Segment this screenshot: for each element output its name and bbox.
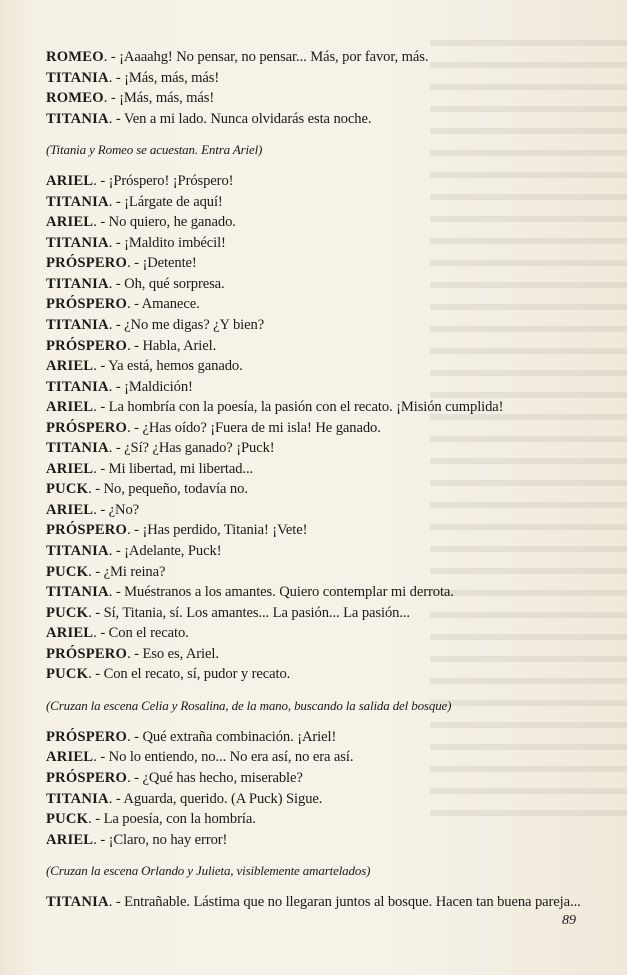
dialogue-line: [46, 274, 594, 295]
speaker-name: TITANIA: [46, 378, 109, 395]
dialogue-text: ¡Más, más, más!: [124, 69, 220, 86]
speaker-separator: . -: [127, 337, 143, 354]
speaker-name: TITANIA: [46, 894, 109, 911]
speaker-name: TITANIA: [46, 275, 109, 292]
dialogue-text: Muéstranos a los amantes. Quiero contemplar mi derrota.: [124, 584, 454, 601]
dialogue-text: Con el recato, sí, pudor y recato.: [103, 666, 291, 683]
dialogue-line: [46, 47, 594, 68]
dialogue-text: Amanece.: [141, 296, 200, 313]
dialogue-line: [46, 644, 594, 665]
dialogue-line: [46, 438, 594, 459]
dialogue-line: [46, 768, 594, 789]
dialogue-line: [46, 603, 594, 624]
speaker-separator: . -: [127, 522, 143, 539]
speaker-name: ARIEL: [46, 460, 94, 477]
speaker-separator: . -: [108, 543, 125, 560]
speaker-separator: . -: [93, 358, 109, 375]
dialogue-line: [46, 520, 594, 541]
speaker-separator: . -: [108, 110, 124, 127]
speaker-separator: . -: [93, 625, 109, 642]
speaker-name: PUCK: [46, 563, 89, 580]
speaker-separator: . -: [108, 317, 125, 334]
speaker-separator: . -: [103, 90, 120, 107]
dialogue-text: No lo entiendo, no... No era así, no era así.: [108, 749, 354, 766]
speaker-name: TITANIA: [46, 193, 109, 210]
dialogue-line: [46, 212, 594, 233]
dialogue-line: [46, 459, 594, 480]
dialogue-line: [46, 109, 594, 130]
speaker-name: TITANIA: [46, 584, 109, 601]
speaker-separator: . -: [93, 501, 109, 518]
speaker-name: ARIEL: [46, 399, 94, 416]
dialogue-text: Habla, Ariel.: [142, 337, 217, 354]
dialogue-text: Qué extraña combinación. ¡Ariel!: [142, 728, 337, 745]
speaker-separator: . -: [88, 811, 104, 828]
dialogue-line: [46, 747, 594, 768]
dialogue-line: [46, 892, 594, 913]
speaker-name: TITANIA: [46, 317, 109, 334]
speaker-separator: . -: [93, 749, 109, 766]
speaker-name: PRÓSPERO: [46, 296, 128, 313]
dialogue-text: ¿Sí? ¿Has ganado? ¡Puck!: [124, 440, 275, 457]
speaker-name: ARIEL: [46, 625, 94, 642]
speaker-separator: . -: [93, 214, 109, 231]
speaker-separator: . -: [88, 604, 104, 621]
dialogue-text: Ya está, hemos ganado.: [108, 358, 243, 375]
speaker-name: TITANIA: [46, 69, 109, 86]
dialogue-text: Eso es, Ariel.: [142, 645, 219, 662]
dialogue-text: ¿No me digas? ¿Y bien?: [124, 317, 265, 334]
speaker-name: PRÓSPERO: [46, 769, 128, 786]
speaker-separator: . -: [127, 255, 143, 272]
stage-direction: (Cruzan la escena Celia y Rosalina, de la mano, buscando la salida del bosque): [46, 697, 452, 713]
dialogue-line: [46, 479, 594, 500]
speaker-separator: . -: [108, 440, 125, 457]
speaker-separator: . -: [93, 173, 109, 190]
dialogue-text: ¿Qué has hecho, miserable?: [142, 769, 303, 786]
dialogue-text: ¿Has oído? ¡Fuera de mi isla! He ganado.: [142, 419, 381, 436]
speaker-name: PUCK: [46, 604, 89, 621]
speaker-name: PUCK: [46, 666, 89, 683]
stage-direction: (Titania y Romeo se acuestan. Entra Ariel): [46, 142, 263, 158]
speaker-separator: . -: [93, 831, 109, 848]
dialogue-line: [46, 664, 594, 685]
dialogue-line: [46, 377, 594, 398]
dialogue-line: [46, 192, 594, 213]
speaker-name: ARIEL: [46, 214, 94, 231]
speaker-name: TITANIA: [46, 790, 109, 807]
speaker-separator: . -: [127, 728, 143, 745]
dialogue-text: Entrañable. Lástima que no llegaran juntos al bosque. Hacen tan buena pareja...: [124, 894, 581, 911]
dialogue-text: No quiero, he ganado.: [108, 214, 236, 231]
dialogue-line: [46, 294, 594, 315]
speaker-name: TITANIA: [46, 234, 109, 251]
speaker-separator: . -: [108, 193, 125, 210]
dialogue-text: La poesía, con la hombría.: [103, 811, 256, 828]
dialogue-line: [46, 233, 594, 254]
dialogue-text: ¡Maldición!: [124, 378, 193, 395]
dialogue-text: ¡Lárgate de aquí!: [124, 193, 223, 210]
dialogue-text: ¡Próspero! ¡Próspero!: [108, 173, 234, 190]
speaker-separator: . -: [93, 399, 109, 416]
dialogue-line: [46, 541, 594, 562]
dialogue-line: [46, 500, 594, 521]
speaker-separator: . -: [108, 378, 125, 395]
speaker-separator: . -: [127, 769, 143, 786]
dialogue-text: Aguarda, querido. (A Puck) Sigue.: [123, 790, 323, 807]
dialogue-line: [46, 830, 594, 851]
speaker-name: PRÓSPERO: [46, 255, 128, 272]
dialogue-line: [46, 623, 594, 644]
speaker-separator: . -: [108, 584, 125, 601]
speaker-separator: . -: [108, 790, 124, 807]
dialogue-line: [46, 809, 594, 830]
speaker-separator: . -: [88, 563, 104, 580]
stage-direction: (Cruzan la escena Orlando y Julieta, visiblemente amartelados): [46, 863, 371, 879]
speaker-separator: . -: [108, 275, 125, 292]
speaker-name: PUCK: [46, 811, 89, 828]
speaker-name: TITANIA: [46, 440, 109, 457]
dialogue-line: [46, 356, 594, 377]
speaker-name: PRÓSPERO: [46, 645, 128, 662]
dialogue-text: ¡Adelante, Puck!: [124, 543, 222, 560]
dialogue-text: ¿Mi reina?: [103, 563, 166, 580]
speaker-separator: . -: [108, 69, 125, 86]
speaker-name: TITANIA: [46, 543, 109, 560]
dialogue-text: Ven a mi lado. Nunca olvidarás esta noche.: [123, 110, 372, 127]
dialogue-line: [46, 253, 594, 274]
speaker-name: PRÓSPERO: [46, 728, 128, 745]
dialogue-text: ¡Has perdido, Titania! ¡Vete!: [142, 522, 308, 539]
speaker-separator: . -: [127, 645, 143, 662]
speaker-name: PRÓSPERO: [46, 419, 128, 436]
dialogue-text: Oh, qué sorpresa.: [124, 275, 225, 292]
speaker-name: ARIEL: [46, 358, 94, 375]
dialogue-line: [46, 336, 594, 357]
speaker-name: TITANIA: [46, 110, 109, 127]
dialogue-text: La hombría con la poesía, la pasión con el recato. ¡Misión cumplida!: [108, 399, 504, 416]
dialogue-line: [46, 582, 594, 603]
speaker-name: ROMEO: [46, 49, 104, 65]
dialogue-text: ¿No?: [108, 501, 140, 518]
dialogue-line: [46, 315, 594, 336]
dialogue-text: ¡Maldito imbécil!: [124, 234, 226, 251]
dialogue-text: Sí, Titania, sí. Los amantes... La pasión... La pasión...: [103, 604, 410, 621]
speaker-separator: . -: [108, 894, 125, 911]
speaker-separator: . -: [127, 419, 143, 436]
speaker-name: PUCK: [46, 481, 89, 498]
speaker-name: ARIEL: [46, 173, 94, 190]
speaker-separator: . -: [103, 49, 120, 65]
dialogue-text: Mi libertad, mi libertad...: [108, 460, 254, 477]
speaker-name: ARIEL: [46, 831, 94, 848]
page-number: 89: [562, 913, 576, 928]
speaker-name: ARIEL: [46, 749, 94, 766]
speaker-name: PRÓSPERO: [46, 522, 128, 539]
dialogue-line: [46, 88, 594, 109]
dialogue-line: [46, 418, 594, 439]
speaker-separator: . -: [127, 296, 142, 313]
play-text: [46, 47, 594, 913]
dialogue-line: [46, 727, 594, 748]
dialogue-text: ¡Aaaahg! No pensar, no pensar... Más, por favor, más.: [119, 49, 429, 65]
speaker-name: ROMEO: [46, 90, 104, 107]
dialogue-line: [46, 68, 594, 89]
dialogue-line: [46, 171, 594, 192]
dialogue-text: Con el recato.: [108, 625, 189, 642]
speaker-separator: . -: [88, 481, 104, 498]
speaker-name: PRÓSPERO: [46, 337, 128, 354]
dialogue-line: [46, 562, 594, 583]
dialogue-line: [46, 397, 594, 418]
speaker-separator: . -: [88, 666, 104, 683]
speaker-separator: . -: [108, 234, 125, 251]
dialogue-text: ¡Claro, no hay error!: [108, 831, 228, 848]
dialogue-line: [46, 789, 594, 810]
speaker-name: ARIEL: [46, 501, 94, 518]
dialogue-text: ¡Más, más, más!: [119, 90, 215, 107]
speaker-separator: . -: [93, 460, 109, 477]
dialogue-text: No, pequeño, todavía no.: [103, 481, 248, 498]
dialogue-text: ¡Detente!: [142, 255, 197, 272]
